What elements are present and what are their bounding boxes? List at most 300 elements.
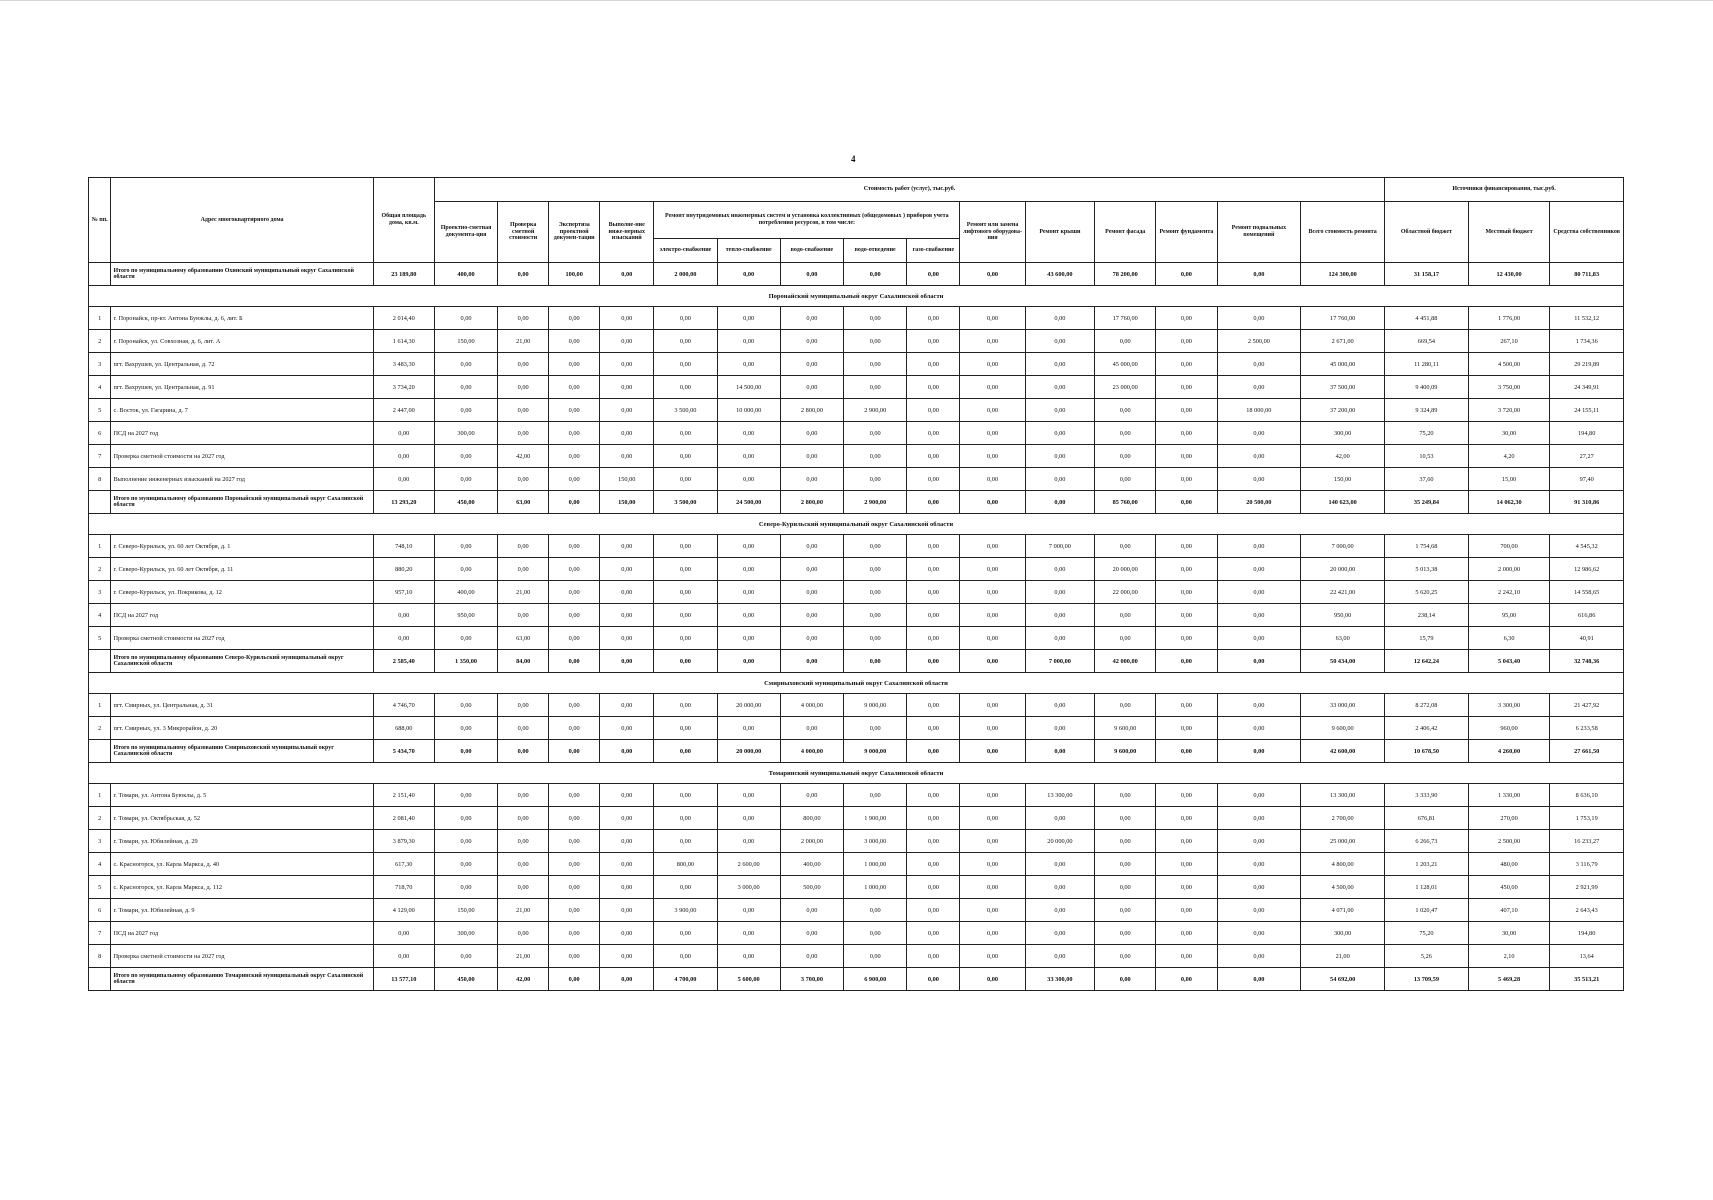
table-row (89, 922, 1624, 945)
row-number (89, 740, 111, 763)
value-cell: 0,00 (549, 717, 600, 740)
table-row (89, 694, 1624, 717)
value-cell: 0,00 (717, 717, 780, 740)
value-cell: 0,00 (907, 468, 960, 491)
value-cell: 0,00 (960, 581, 1025, 604)
value-cell: 13 300,00 (1301, 784, 1385, 807)
value-cell: 616,86 (1550, 604, 1624, 627)
value-cell: 0,00 (907, 558, 960, 581)
value-cell: 0,00 (1156, 468, 1217, 491)
value-cell: 0,00 (907, 422, 960, 445)
value-cell: 0,00 (960, 353, 1025, 376)
value-cell: 0,00 (1095, 922, 1156, 945)
value-cell: 0,00 (1217, 807, 1301, 830)
row-number (89, 491, 111, 514)
value-cell: 400,00 (780, 853, 843, 876)
value-cell: 63,00 (498, 491, 549, 514)
value-cell: 0,00 (600, 968, 654, 991)
value-cell: 0,00 (1217, 853, 1301, 876)
value-cell: 2 800,00 (780, 399, 843, 422)
value-cell: 30,00 (1468, 922, 1550, 945)
value-cell: 150,00 (434, 899, 497, 922)
value-cell: 150,00 (600, 491, 654, 514)
capital-repair-table (88, 177, 1624, 991)
value-cell: 0,00 (907, 784, 960, 807)
table-row (89, 876, 1624, 899)
value-cell: 63,00 (498, 627, 549, 650)
value-cell: 0,00 (1217, 581, 1301, 604)
value-cell: 0,00 (434, 399, 497, 422)
value-cell: 450,00 (434, 491, 497, 514)
value-cell: 42 000,00 (1095, 650, 1156, 673)
value-cell: 9 600,00 (1095, 717, 1156, 740)
value-cell: 0,00 (1156, 535, 1217, 558)
value-cell: 0,00 (498, 807, 549, 830)
value-cell: 0,00 (844, 650, 907, 673)
value-cell: 1 330,00 (1468, 784, 1550, 807)
value-cell: 400,00 (434, 263, 497, 286)
row-number (89, 650, 111, 673)
value-cell: 0,00 (1217, 945, 1301, 968)
value-cell: 0,00 (780, 604, 843, 627)
value-cell: 3 500,00 (654, 491, 717, 514)
value-cell: 5 600,00 (717, 968, 780, 991)
value-cell: 0,00 (907, 376, 960, 399)
value-cell: 42,00 (498, 445, 549, 468)
value-cell: 0,00 (1156, 491, 1217, 514)
value-cell: 0,00 (373, 945, 434, 968)
value-cell: 300,00 (1301, 422, 1385, 445)
address-cell: Итого по муниципальному образованию Северо-Курильский муниципальный округ Сахалинской области (111, 650, 373, 673)
value-cell: 18 000,00 (1217, 399, 1301, 422)
value-cell: 0,00 (844, 307, 907, 330)
value-cell: 0,00 (907, 807, 960, 830)
value-cell: 0,00 (1025, 876, 1094, 899)
value-cell: 1 128,01 (1385, 876, 1469, 899)
value-cell: 0,00 (1156, 399, 1217, 422)
value-cell: 21,00 (498, 330, 549, 353)
value-cell: 0,00 (780, 650, 843, 673)
value-cell: 800,00 (780, 807, 843, 830)
value-cell: 33 300,00 (1025, 968, 1094, 991)
value-cell: 2 447,00 (373, 399, 434, 422)
address-cell: Итого по муниципальному образованию Поронайский муниципальный округ Сахалинской области (111, 491, 373, 514)
value-cell: 2 000,00 (654, 263, 717, 286)
value-cell: 21,00 (498, 899, 549, 922)
value-cell: 0,00 (1025, 581, 1094, 604)
value-cell: 0,00 (654, 558, 717, 581)
value-cell: 9 600,00 (1301, 717, 1385, 740)
value-cell: 0,00 (780, 558, 843, 581)
value-cell: 0,00 (498, 558, 549, 581)
row-number: 8 (89, 468, 111, 491)
value-cell: 0,00 (434, 740, 497, 763)
row-number (89, 263, 111, 286)
value-cell: 0,00 (600, 853, 654, 876)
table-row (89, 353, 1624, 376)
value-cell: 84,00 (498, 650, 549, 673)
value-cell: 0,00 (434, 717, 497, 740)
value-cell: 0,00 (373, 445, 434, 468)
value-cell: 0,00 (960, 740, 1025, 763)
value-cell: 0,00 (1156, 694, 1217, 717)
value-cell: 0,00 (1025, 399, 1094, 422)
value-cell: 45 000,00 (1095, 353, 1156, 376)
value-cell: 0,00 (1156, 627, 1217, 650)
value-cell: 6 233,58 (1550, 717, 1624, 740)
value-cell: 0,00 (434, 784, 497, 807)
value-cell: 194,80 (1550, 922, 1624, 945)
value-cell: 0,00 (600, 535, 654, 558)
value-cell: 0,00 (960, 650, 1025, 673)
value-cell: 0,00 (1217, 717, 1301, 740)
value-cell: 0,00 (600, 330, 654, 353)
value-cell: 0,00 (907, 581, 960, 604)
section-title: Поронайский муниципальный округ Сахалинской области (89, 286, 1624, 307)
value-cell: 688,00 (373, 717, 434, 740)
row-number: 5 (89, 399, 111, 422)
section-title: Северо-Курильский муниципальный округ Сахалинской области (89, 514, 1624, 535)
value-cell: 0,00 (654, 717, 717, 740)
value-cell: 4 129,00 (373, 899, 434, 922)
value-cell: 24 349,91 (1550, 376, 1624, 399)
value-cell: 0,00 (498, 376, 549, 399)
value-cell: 0,00 (780, 922, 843, 945)
value-cell: 7 000,00 (1025, 650, 1094, 673)
col-header-gas: газо-снабжение (907, 239, 960, 263)
value-cell: 0,00 (549, 491, 600, 514)
value-cell: 0,00 (1095, 445, 1156, 468)
value-cell: 1 734,36 (1550, 330, 1624, 353)
value-cell: 0,00 (1217, 307, 1301, 330)
table-row (89, 581, 1624, 604)
col-header-facade: Ремонт фасада (1095, 202, 1156, 263)
value-cell: 35 513,21 (1550, 968, 1624, 991)
value-cell: 0,00 (654, 353, 717, 376)
value-cell: 2 014,40 (373, 307, 434, 330)
value-cell: 0,00 (780, 627, 843, 650)
value-cell: 0,00 (498, 399, 549, 422)
value-cell: 300,00 (1301, 922, 1385, 945)
address-cell: пгт. Смирных, ул. Центральная, д. 31 (111, 694, 373, 717)
value-cell: 0,00 (1025, 376, 1094, 399)
value-cell: 0,00 (907, 945, 960, 968)
address-cell: пгт. Вахрушев, ул. Центральная, д. 91 (111, 376, 373, 399)
value-cell: 0,00 (907, 717, 960, 740)
value-cell: 3 483,30 (373, 353, 434, 376)
value-cell: 7 000,00 (1301, 535, 1385, 558)
value-cell: 0,00 (1025, 694, 1094, 717)
value-cell: 5 043,40 (1468, 650, 1550, 673)
value-cell: 4 545,32 (1550, 535, 1624, 558)
value-cell: 20 000,00 (1025, 830, 1094, 853)
value-cell: 16 233,27 (1550, 830, 1624, 853)
value-cell: 0,00 (498, 784, 549, 807)
value-cell: 3 000,00 (717, 876, 780, 899)
value-cell: 0,00 (1156, 899, 1217, 922)
value-cell: 0,00 (960, 922, 1025, 945)
value-cell: 0,00 (654, 876, 717, 899)
value-cell: 0,00 (1156, 784, 1217, 807)
address-cell: г. Северо-Курильск, ул. Покрикова, д. 12 (111, 581, 373, 604)
value-cell: 0,00 (907, 627, 960, 650)
value-cell: 1 000,00 (844, 853, 907, 876)
value-cell: 0,00 (373, 468, 434, 491)
value-cell: 0,00 (844, 353, 907, 376)
value-cell: 0,00 (434, 535, 497, 558)
value-cell: 6 900,00 (844, 968, 907, 991)
row-number: 8 (89, 945, 111, 968)
value-cell: 0,00 (549, 853, 600, 876)
value-cell: 3 500,00 (654, 399, 717, 422)
value-cell: 0,00 (717, 558, 780, 581)
value-cell: 0,00 (717, 604, 780, 627)
value-cell: 0,00 (600, 807, 654, 830)
value-cell: 0,00 (717, 307, 780, 330)
col-group-engineering: Ремонт внутридомовых инженерных систем и установка коллективных (общедомовых ) приборов учета потребления ресурсов, в том числе: (654, 202, 960, 239)
table-row (89, 445, 1624, 468)
value-cell: 0,00 (600, 784, 654, 807)
value-cell: 450,00 (434, 968, 497, 991)
value-cell: 0,00 (1025, 604, 1094, 627)
value-cell: 0,00 (600, 581, 654, 604)
value-cell: 3 700,00 (780, 968, 843, 991)
value-cell: 0,00 (717, 422, 780, 445)
value-cell: 95,00 (1468, 604, 1550, 627)
value-cell: 0,00 (549, 399, 600, 422)
value-cell: 0,00 (960, 468, 1025, 491)
value-cell: 13 293,20 (373, 491, 434, 514)
value-cell: 0,00 (907, 899, 960, 922)
value-cell: 0,00 (780, 422, 843, 445)
value-cell: 0,00 (1156, 422, 1217, 445)
value-cell: 0,00 (1095, 604, 1156, 627)
value-cell: 0,00 (434, 945, 497, 968)
value-cell: 2 500,00 (1217, 330, 1301, 353)
value-cell: 0,00 (434, 376, 497, 399)
value-cell: 14 062,30 (1468, 491, 1550, 514)
value-cell: 0,00 (498, 830, 549, 853)
value-cell: 13 577,10 (373, 968, 434, 991)
value-cell: 0,00 (717, 650, 780, 673)
value-cell: 0,00 (1095, 535, 1156, 558)
value-cell: 35 249,84 (1385, 491, 1469, 514)
value-cell: 32 748,36 (1550, 650, 1624, 673)
value-cell: 37 200,00 (1301, 399, 1385, 422)
value-cell: 3 116,79 (1550, 853, 1624, 876)
value-cell: 0,00 (1025, 307, 1094, 330)
value-cell: 63,00 (1301, 627, 1385, 650)
row-number: 4 (89, 853, 111, 876)
value-cell: 21,00 (498, 581, 549, 604)
value-cell: 42,00 (498, 968, 549, 991)
value-cell: 75,20 (1385, 922, 1469, 945)
value-cell: 5 620,25 (1385, 581, 1469, 604)
value-cell: 13 300,00 (1025, 784, 1094, 807)
value-cell: 0,00 (960, 830, 1025, 853)
section-header-row (89, 286, 1624, 307)
table-row (89, 376, 1624, 399)
value-cell: 6,30 (1468, 627, 1550, 650)
value-cell: 0,00 (600, 558, 654, 581)
value-cell: 14 558,65 (1550, 581, 1624, 604)
value-cell: 0,00 (498, 468, 549, 491)
value-cell: 0,00 (907, 353, 960, 376)
value-cell: 0,00 (434, 468, 497, 491)
value-cell: 0,00 (960, 807, 1025, 830)
value-cell: 0,00 (844, 784, 907, 807)
row-number: 3 (89, 830, 111, 853)
table-row (89, 422, 1624, 445)
value-cell: 80 711,83 (1550, 263, 1624, 286)
value-cell: 3 300,00 (1468, 694, 1550, 717)
value-cell: 0,00 (780, 899, 843, 922)
col-header-area: Общая площадь дома, кв.м. (373, 178, 434, 263)
value-cell: 23 189,80 (373, 263, 434, 286)
value-cell: 0,00 (1095, 694, 1156, 717)
value-cell: 20 000,00 (717, 740, 780, 763)
value-cell: 0,00 (549, 830, 600, 853)
value-cell: 0,00 (600, 263, 654, 286)
value-cell: 0,00 (1217, 784, 1301, 807)
value-cell: 0,00 (373, 922, 434, 945)
value-cell: 0,00 (1025, 445, 1094, 468)
value-cell: 0,00 (907, 307, 960, 330)
value-cell: 3 750,00 (1468, 376, 1550, 399)
value-cell: 0,00 (780, 535, 843, 558)
value-cell: 100,00 (549, 263, 600, 286)
value-cell: 0,00 (960, 376, 1025, 399)
value-cell: 0,00 (780, 353, 843, 376)
col-header-basement: Ремонт подвальных помещений (1217, 202, 1301, 263)
table-row (89, 307, 1624, 330)
value-cell: 4 451,88 (1385, 307, 1469, 330)
value-cell: 500,00 (780, 876, 843, 899)
value-cell: 0,00 (1217, 376, 1301, 399)
value-cell: 27,27 (1550, 445, 1624, 468)
value-cell: 300,00 (434, 422, 497, 445)
table-row (89, 604, 1624, 627)
value-cell: 0,00 (600, 627, 654, 650)
value-cell: 42,00 (1301, 445, 1385, 468)
value-cell: 0,00 (498, 422, 549, 445)
value-cell: 0,00 (1095, 330, 1156, 353)
value-cell: 0,00 (654, 445, 717, 468)
value-cell: 4 746,70 (373, 694, 434, 717)
value-cell: 150,00 (1301, 468, 1385, 491)
row-number: 2 (89, 330, 111, 353)
address-cell: ПСД на 2027 год (111, 604, 373, 627)
value-cell: 45 000,00 (1301, 353, 1385, 376)
value-cell: 150,00 (600, 468, 654, 491)
value-cell: 12 642,24 (1385, 650, 1469, 673)
value-cell: 0,00 (498, 717, 549, 740)
value-cell: 0,00 (654, 307, 717, 330)
value-cell: 0,00 (1217, 445, 1301, 468)
value-cell: 0,00 (960, 627, 1025, 650)
value-cell: 4 000,00 (780, 740, 843, 763)
value-cell: 0,00 (1025, 853, 1094, 876)
col-header-project-docs: Проектно-сметная документа-ция (434, 202, 497, 263)
table-row (89, 558, 1624, 581)
value-cell: 0,00 (600, 922, 654, 945)
value-cell: 0,00 (1025, 899, 1094, 922)
value-cell: 0,00 (717, 899, 780, 922)
value-cell: 950,00 (434, 604, 497, 627)
value-cell: 1 350,00 (434, 650, 497, 673)
value-cell: 2 242,10 (1468, 581, 1550, 604)
value-cell: 0,00 (434, 807, 497, 830)
value-cell: 0,00 (600, 945, 654, 968)
address-cell: г. Северо-Курильск, ул. 60 лет Октября, д. 1 (111, 535, 373, 558)
value-cell: 0,00 (498, 740, 549, 763)
value-cell: 0,00 (907, 604, 960, 627)
value-cell: 37 500,00 (1301, 376, 1385, 399)
value-cell: 27 661,50 (1550, 740, 1624, 763)
row-number: 6 (89, 899, 111, 922)
value-cell: 0,00 (1156, 807, 1217, 830)
col-header-electricity: электро-снабжение (654, 239, 717, 263)
value-cell: 21,00 (1301, 945, 1385, 968)
value-cell: 0,00 (1025, 807, 1094, 830)
value-cell: 0,00 (498, 263, 549, 286)
row-number: 5 (89, 627, 111, 650)
col-header-elevator: Ремонт или замена лифтового оборудова-ния (960, 202, 1025, 263)
row-number: 3 (89, 353, 111, 376)
row-number: 2 (89, 558, 111, 581)
row-number: 7 (89, 445, 111, 468)
value-cell: 0,00 (1095, 422, 1156, 445)
col-header-address: Адрес многоквартирного дома (111, 178, 373, 263)
address-cell: Итого по муниципальному образованию Томаринский муниципальный округ Сахалинской области (111, 968, 373, 991)
value-cell: 15,79 (1385, 627, 1469, 650)
value-cell: 31 158,17 (1385, 263, 1469, 286)
value-cell: 0,00 (654, 422, 717, 445)
value-cell: 0,00 (549, 922, 600, 945)
value-cell: 0,00 (960, 784, 1025, 807)
value-cell: 5 469,28 (1468, 968, 1550, 991)
row-number (89, 968, 111, 991)
value-cell: 0,00 (1156, 830, 1217, 853)
value-cell: 20 500,00 (1217, 491, 1301, 514)
address-cell: г. Томари, ул. Юбилейная, д. 9 (111, 899, 373, 922)
value-cell: 9 600,00 (1095, 740, 1156, 763)
col-header-local-budget: Местный бюджет (1468, 202, 1550, 263)
table-row (89, 945, 1624, 968)
value-cell: 0,00 (549, 307, 600, 330)
value-cell: 0,00 (549, 945, 600, 968)
value-cell: 0,00 (1217, 899, 1301, 922)
value-cell: 4 071,00 (1301, 899, 1385, 922)
value-cell: 42 600,00 (1301, 740, 1385, 763)
value-cell: 0,00 (1217, 830, 1301, 853)
row-number: 1 (89, 535, 111, 558)
value-cell: 0,00 (549, 330, 600, 353)
value-cell: 0,00 (434, 353, 497, 376)
value-cell: 0,00 (717, 445, 780, 468)
value-cell: 0,00 (373, 422, 434, 445)
value-cell: 0,00 (1156, 876, 1217, 899)
value-cell: 0,00 (1156, 558, 1217, 581)
value-cell: 0,00 (907, 830, 960, 853)
address-cell: ПСД на 2027 год (111, 922, 373, 945)
value-cell: 0,00 (654, 694, 717, 717)
value-cell: 0,00 (717, 468, 780, 491)
value-cell: 0,00 (907, 491, 960, 514)
value-cell: 0,00 (498, 353, 549, 376)
value-cell: 9 000,00 (844, 740, 907, 763)
value-cell: 0,00 (907, 968, 960, 991)
